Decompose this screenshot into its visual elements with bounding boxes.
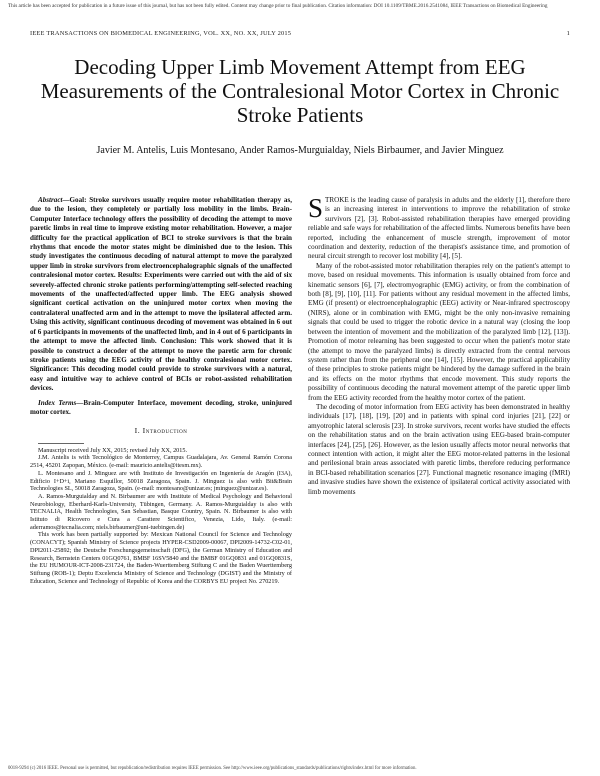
intro-paragraph-3: The decoding of motor information from EEG activity has been demonstrated in healthy individuals [17], [18], [19], [20] and in patients with spinal cord injuries [21], [22] or amyotrophic lateral sclerosis [23]. In stroke survivors, recent works have studied the effects on the rehabilitation status and on the brain activation using EEG-based brain-computer interfaces [24], [25], [26]. However, as the lesion usually affects motor neural networks that connect intention with action, it might alter the EEG motor-related patterns in the lesional and perilesional brain areas associated with paretic limbs, therefore reducing performance in BCI-based rehabilitation scenarios [27]. Functional magnetic resonance imaging (fMRI) and invasive studies have shown the existence of ipsilateral cortical activity associated with limb movements bbox=[308, 402, 570, 496]
footnote: J.M. Antelis is with Tecnológico de Monterrey, Campus Guadalajara, Av. General Ramón Corona 2514, 45201 Zapopan, México. (e-mail: mauricio.antelis@itesm.mx). bbox=[30, 454, 292, 470]
right-column bbox=[308, 193, 570, 497]
footnotes bbox=[30, 447, 292, 586]
abstract-lead: Abstract bbox=[38, 196, 63, 204]
footnote: L. Montesano and J. Minguez are with Instituto de Investigación en Ingeniería de Aragón (I3A), Edificio I+D+i, Mariano Esquillor, 50018 Zaragoza, Spain. J. Minguez is also with Bit&Brain Technologies SL, 50018 Zaragoza, Spain. (e-mail: montesano@unizar.es; jminguez@unizar.es). bbox=[30, 469, 292, 493]
abstract-text: —Goal: Stroke survivors usually require motor rehabilitation therapy as, due to the lesion, they completely or partially loss mobility in the limbs. Brain-Computer Interface technology offers the possibility of decoding the attempt to move paretic limbs in real time to improve existing motor rehabilitation. However, a major difficulty for the practical application of BCI to stroke survivors is that the brain rhythms that encode the motor states might be diminished due to the lesion. This study investigates the continuous decoding of natural attempt to move the paralyzed upper limb in stroke survivors from electroencephalographic signals of the unaffected contralesional motor cortex. Results: Experiments were carried out with the aid of six severely-affected chronic stroke patients performing/attempting self-selected reaching movements of the unaffected/affected upper limb. The EEG analysis showed significant cortical activation on the uninjured motor cortex when moving the contralateral unaffected arm and in the attempt to move the ipsilateral affected arm. Using this activity, significant continuous decoding of movement was obtained in 6 out of 6 participants in movements of the unaffected limb, and in 4 out of 6 participants in the attempt to move the affected limb. Conclusion: This work showed that it is possible to construct a decoder of the attempt to move the paretic arm for chronic stroke patients using the EEG activity of the healthy contralesional motor cortex. Significance: This decoding model could provide to stroke survivors with a natural, easy and intuitive way to achieve control of BCIs or robot-assisted rehabilitation devices. bbox=[30, 196, 292, 393]
intro-paragraph-1: is the leading cause of paralysis in adults and the elderly [1], therefore there is an increasing interest in interventions to improve the rehabilitation of stroke survivors [2], [3]. Robot-assisted rehabilitation therapies have emerged providing reliable and safe ways for rehabilitation of the affected limbs. Numerous benefits have been reported, including the enhancement of muscle strength, improvement of motor coordination and dexterity, reduction of the therapist's assistance time, and promotion of neural circuit strength to recover lost mobility [4], [5]. bbox=[308, 196, 570, 261]
footnote-divider bbox=[38, 443, 84, 444]
footnote: A. Ramos-Murguialday and N. Birbaumer are with Institute of Medical Psychology and Behavioral Neurobiology, Eberhard-Karls-University, Tübingen, Germany. A. Ramos-Murguialday is also with TECNALIA, Health Technologies, San Sebastian, Basque Country, Spain. N. Birbaumer is also with Istituto di Ricovero e Cura a Carattere Scientifico, Venezia, Lido, Italy. (e-mail: aderramos@tecnalia.com; niels.birbaumer@uni-tuebingen.de) bbox=[30, 492, 292, 531]
journal-header: IEEE TRANSACTIONS ON BIOMEDICAL ENGINEERING, VOL. XX, NO. XX, JULY 2015 bbox=[30, 30, 292, 37]
running-head bbox=[30, 30, 570, 37]
index-terms-lead: Index Terms bbox=[38, 398, 77, 407]
drop-cap: S bbox=[308, 193, 324, 223]
index-terms-text: —Brain-Computer Interface, movement decoding, stroke, uninjured motor cortex. bbox=[30, 398, 292, 416]
left-column bbox=[30, 196, 292, 585]
section-heading bbox=[30, 426, 292, 435]
page-number: 1 bbox=[566, 30, 570, 37]
index-terms bbox=[30, 399, 292, 418]
publication-notice: This article has been accepted for publication in a future issue of this journal, but has not been fully edited. Content may change prior to final publication. Citation information: DOI 10.1109/TBME.2016.2541084, IEEE Transactions on Biomedical Engineering bbox=[8, 3, 548, 9]
section-number: I. bbox=[134, 426, 141, 436]
author-list: Javier M. Antelis, Luis Montesano, Ander Ramos-Murguialday, Niels Birbaumer, and Javier Minguez bbox=[96, 145, 504, 156]
drop-cap-rest: TROKE bbox=[325, 196, 349, 204]
footnote: Manuscript received July XX, 2015; revised July XX, 2015. bbox=[38, 446, 187, 454]
section-title: Introduction bbox=[142, 426, 188, 436]
copyright-footer: 0018-9294 (c) 2016 IEEE. Personal use is permitted, but republication/redistribution requires IEEE permission. See http://www.ieee.org/publications_standards/publications/rights/index.html for more information. bbox=[8, 766, 417, 771]
abstract bbox=[30, 196, 292, 394]
footnote: This work has been partially supported by: Mexican National Council for Science and Technology (CONACYT); Spanish Ministry of Science projects HYPER-CSD2009-00067, DPI2009-14732-C02-01, DPI2011-25892; the Deutsche Forschungsgemeinschaft (DFG), the German Ministry of Education and Research, Bernstein Centers 01GQ0761, BMBF 16SV5840 and the BMBF 01GQ0831 and 01GQ0831S, the EU HUMOUR-ICT-2008-231724, the Baden-Wuerttemberg Stiftung C and the Baden Wuerttemberg Stiftung (ROB-1); Deptu Excelencia Ministry of Science and Technology (DGIST) and the Ministry of Education, Science and Technology of Republic of Korea and the CORBYS EU project No. 270219. bbox=[30, 531, 292, 585]
paper-title: Decoding Upper Limb Movement Attempt from EEG Measurements of the Contralesional Motor Cortex in Chronic Stroke Patients bbox=[40, 55, 560, 127]
intro-paragraph-2: Many of the robot-assisted motor rehabilitation therapies rely on the patient's attempt to move, based on residual movements. This information is usually obtained from force and kinematic sensors [6], [7], electromyographic (EMG) activity, or from the combination of both [8], [9], [10], [11]. For patients without any residual movement in the affected limbs, EMG (if present) or electroencephalographic (EEG) activity or Near-infrared spectroscopy (NIRS), alone or in combination with EMG, might be the only non-invasive remaining signals that could be used to trigger the robotic device in a natural way (closing the loop between the intention of movement and the mobilization of the paralyzed limb [12], [13]). Promotion of motor relearning has been suggested to occur when the patient's motor state (the attempt to move the paralyzed limbs) is directly extracted from the central nervous system rather than from the peripheral one [14], [15]. However, the practical applicability of these principles to stroke patients might be hindered by the damage suffered in the brain and its effects on the motor rhythms that encode movement. This study reports the possibility of continuous decoding the natural movement attempt of the paretic upper limb from the EEG activity recorded from the healthy motor cortex of the patient. bbox=[308, 261, 570, 402]
intro-paragraph bbox=[308, 193, 570, 262]
